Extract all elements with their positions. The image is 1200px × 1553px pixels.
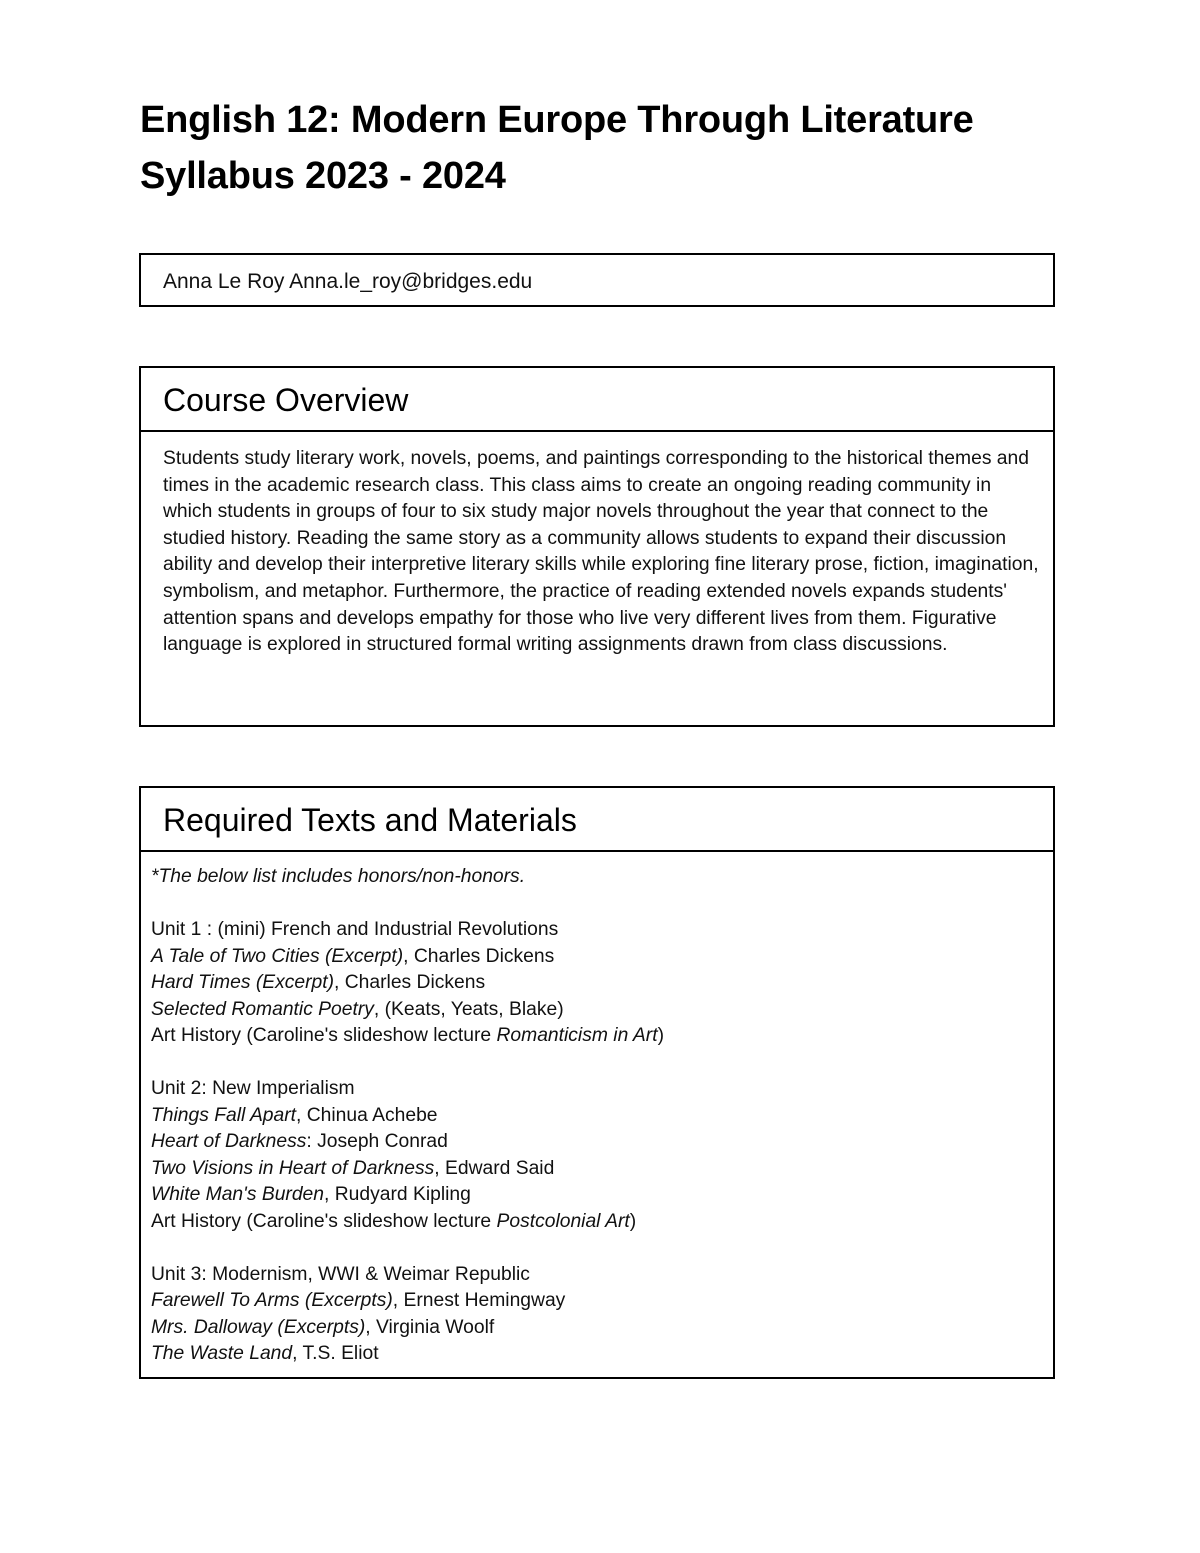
reading-title: White Man's Burden <box>151 1184 325 1205</box>
unit-title: Unit 3: Modernism, WWI & Weimar Republic <box>151 1263 530 1285</box>
reading-author: , Virginia Woolf <box>365 1316 495 1338</box>
reading-item <box>151 997 1041 1024</box>
reading-title: Heart of Darkness <box>151 1131 307 1152</box>
reading-prefix: Art History (Caroline's slideshow lecture <box>151 1210 497 1232</box>
unit-title: Unit 1 : (mini) French and Industrial Revolutions <box>151 919 559 940</box>
reading-author: , Rudyard Kipling <box>324 1184 471 1205</box>
reading-title: Romanticism in Art <box>496 1025 658 1046</box>
course-overview-section <box>139 366 1055 727</box>
reading-title: Two Visions in Heart of Darkness <box>151 1157 435 1179</box>
reading-item <box>151 1209 1041 1236</box>
reading-prefix: Art History (Caroline's slideshow lecture <box>151 1025 497 1046</box>
required-texts-section <box>139 786 1055 1379</box>
course-overview-header <box>141 368 1053 432</box>
reading-item <box>151 1315 1041 1342</box>
reading-author: ) <box>629 1210 637 1232</box>
reading-author: : Joseph Conrad <box>306 1131 448 1152</box>
reading-title: Mrs. Dalloway (Excerpts) <box>151 1316 366 1338</box>
instructor-box <box>139 253 1055 307</box>
reading-title: Selected Romantic Poetry <box>151 998 374 1020</box>
reading-author: ) <box>657 1025 664 1046</box>
title-line-2: Syllabus 2023 - 2024 <box>140 155 506 197</box>
unit-title: Unit 2: New Imperialism <box>151 1078 355 1099</box>
course-overview-body: Students study literary work, novels, poems, and paintings corresponding to the historical themes and times in the academic research class. This class aims to create an ongoing reading community in which students in groups of four to six study major novels throughout the year that connect to the studied history. Reading the same story as a community allows students to expand their discussion ability and develop their interpretive literary skills while exploring fine literary prose, fiction, imagination, symbolism, and metaphor. Furthermore, the practice of reading extended novels expands students' attention spans and develops empathy for those who live very different lives from them. Figurative language is explored in structured formal writing assignments drawn from class discussions. <box>163 448 1039 656</box>
reading-title: A Tale of Two Cities (Excerpt) <box>151 945 404 967</box>
reading-author: , Edward Said <box>434 1157 555 1179</box>
reading-item <box>151 1341 1041 1368</box>
reading-author: , T.S. Eliot <box>292 1343 379 1364</box>
reading-author: , Charles Dickens <box>334 972 486 993</box>
instructor-contact: Anna Le Roy Anna.le_roy@bridges.edu <box>163 270 533 293</box>
reading-item <box>151 944 1041 971</box>
unit-block <box>151 1262 1041 1368</box>
reading-item <box>151 1129 1041 1156</box>
page-title <box>140 92 974 204</box>
reading-item <box>151 1023 1041 1050</box>
reading-item <box>151 1103 1041 1130</box>
reading-author: , Charles Dickens <box>403 945 555 967</box>
reading-title: Farewell To Arms (Excerpts) <box>151 1290 393 1311</box>
reading-title: Postcolonial Art <box>496 1210 630 1232</box>
reading-title: Things Fall Apart <box>151 1104 297 1126</box>
reading-title: The Waste Land <box>151 1343 293 1364</box>
reading-title: Hard Times (Excerpt) <box>151 972 335 993</box>
materials-note: *The below list includes honors/non-honors. <box>151 866 526 887</box>
unit-block <box>151 917 1041 1050</box>
reading-author: , Chinua Achebe <box>296 1104 438 1126</box>
required-texts-heading: Required Texts and Materials <box>163 802 577 838</box>
reading-item <box>151 1156 1041 1183</box>
reading-author: , Ernest Hemingway <box>392 1290 566 1311</box>
reading-item <box>151 1288 1041 1315</box>
unit-block <box>151 1076 1041 1235</box>
reading-item <box>151 970 1041 997</box>
course-overview-heading: Course Overview <box>163 382 409 418</box>
required-texts-list <box>151 864 1041 1368</box>
reading-item <box>151 1182 1041 1209</box>
title-line-1: English 12: Modern Europe Through Literature <box>140 99 974 141</box>
reading-author: , (Keats, Yeats, Blake) <box>373 998 564 1020</box>
required-texts-header <box>141 788 1053 852</box>
